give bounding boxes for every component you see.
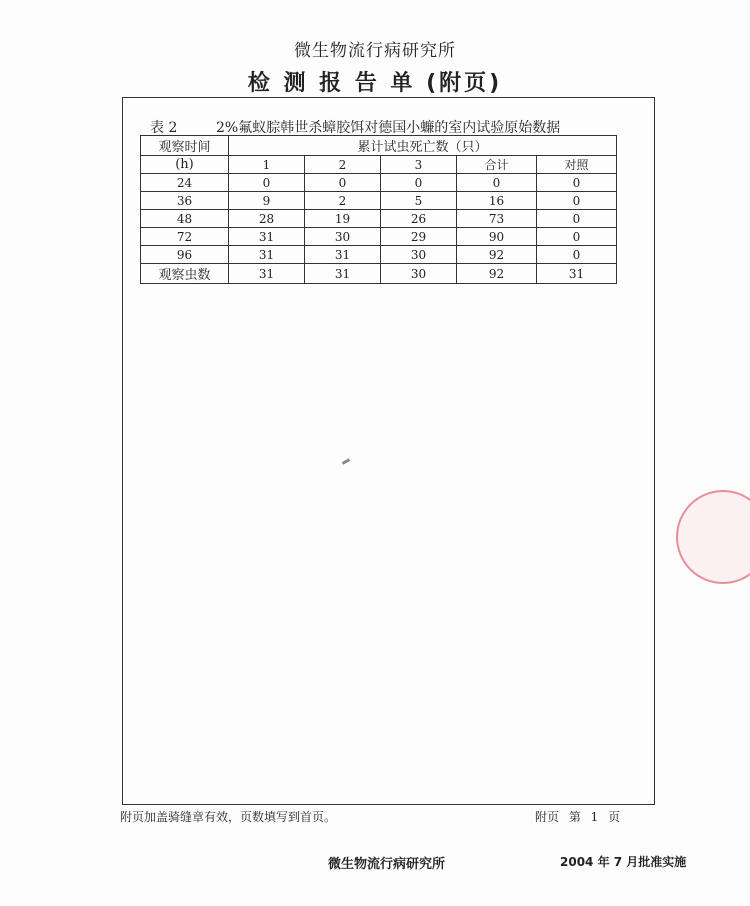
data-cell: 30 (381, 246, 457, 264)
data-cell: 0 (537, 246, 617, 264)
table-row (141, 174, 617, 192)
column-header: 合计 (457, 156, 537, 174)
table-row (141, 192, 617, 210)
column-header: 1 (229, 156, 305, 174)
data-cell: 19 (305, 210, 381, 228)
data-cell: 29 (381, 228, 457, 246)
data-cell: 16 (457, 192, 537, 210)
data-cell: 90 (457, 228, 537, 246)
data-cell: 31 (229, 264, 305, 284)
time-unit-header: (h) (141, 156, 229, 174)
table-row (141, 210, 617, 228)
data-cell: 5 (381, 192, 457, 210)
time-cell: 72 (141, 228, 229, 246)
effective-date: 2004 年 7 月批准实施 (560, 855, 687, 869)
table-number: 表 2 (150, 120, 178, 136)
data-cell: 30 (381, 264, 457, 284)
group-header: 累计试虫死亡数（只） (229, 136, 617, 156)
data-cell: 0 (537, 210, 617, 228)
time-cell: 观察虫数 (141, 264, 229, 284)
data-cell: 31 (305, 264, 381, 284)
institute-name: 微生物流行病研究所 (294, 41, 456, 61)
time-cell: 48 (141, 210, 229, 228)
data-cell: 0 (537, 228, 617, 246)
data-cell: 26 (381, 210, 457, 228)
data-cell: 0 (457, 174, 537, 192)
data-cell: 31 (537, 264, 617, 284)
table-row (141, 264, 617, 284)
column-header: 对照 (537, 156, 617, 174)
data-cell: 0 (537, 174, 617, 192)
data-cell: 28 (229, 210, 305, 228)
data-cell: 30 (305, 228, 381, 246)
footer-institute: 微生物流行病研究所 (328, 857, 446, 872)
time-cell: 36 (141, 192, 229, 210)
data-cell: 0 (537, 192, 617, 210)
table-caption (150, 117, 630, 137)
time-cell: 24 (141, 174, 229, 192)
data-cell: 2 (305, 192, 381, 210)
mortality-table (140, 135, 617, 284)
data-cell: 31 (305, 246, 381, 264)
data-cell: 9 (229, 192, 305, 210)
seal-stamp (676, 490, 750, 584)
data-cell: 0 (381, 174, 457, 192)
time-cell: 96 (141, 246, 229, 264)
column-header: 3 (381, 156, 457, 174)
data-cell: 0 (305, 174, 381, 192)
column-header: 2 (305, 156, 381, 174)
data-cell: 92 (457, 264, 537, 284)
data-cell: 0 (229, 174, 305, 192)
data-cell: 92 (457, 246, 537, 264)
time-header: 观察时间 (141, 136, 229, 156)
table-title: 2%氟蚁腙韩世杀蟑胶饵对德国小蠊的室内试验原始数据 (216, 120, 561, 136)
data-cell: 73 (457, 210, 537, 228)
report-title: 检 测 报 告 单 (附页) (247, 71, 503, 96)
data-cell: 31 (229, 246, 305, 264)
footnote: 附页加盖骑缝章有效，页数填写到首页。 (120, 810, 337, 824)
page-number: 附页 第 1 页 (535, 810, 621, 824)
table-row (141, 228, 617, 246)
table-row (141, 246, 617, 264)
data-cell: 31 (229, 228, 305, 246)
